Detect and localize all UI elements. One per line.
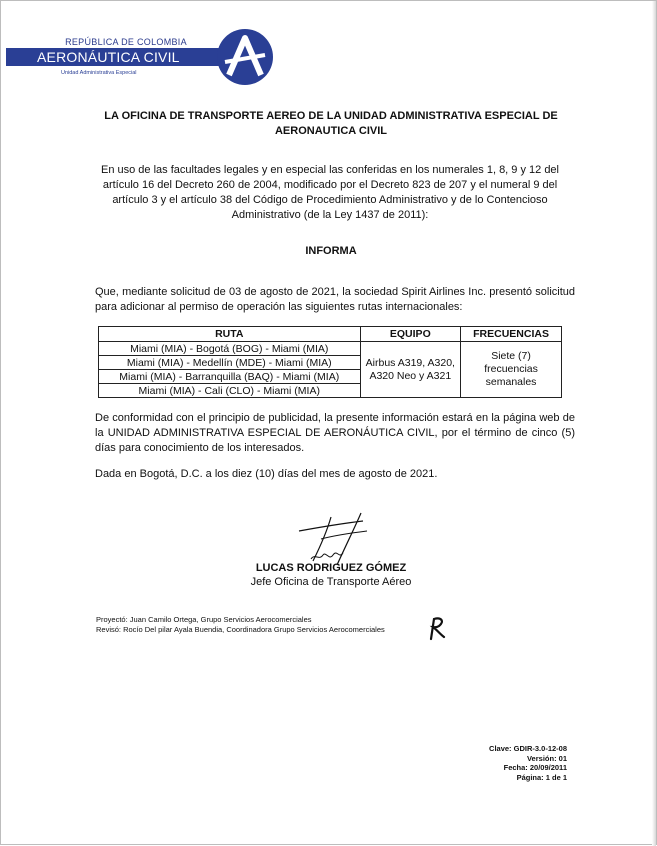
publicity-paragraph: De conformidad con el principio de publicidad, la presente información estará en la página web de la UNIDAD ADMINISTRATIVA ESPECIAL DE AERONÁUTICA CIVIL, por el término de cinco (5) días para conocimiento de los interesados.	[95, 412, 575, 454]
reviewer-initial-icon	[425, 615, 447, 641]
credits	[96, 615, 385, 634]
intro-paragraph: En uso de las facultades legales y en especial las conferidas en los numerales 1, 8, 9 y 12 del artículo 16 del Decreto 260 de 2004, modificado por el Decreto 823 de 207 y el numeral 9 del artículo 3 y el artículo 38 del Código de Procedimiento Administrativo y de lo Contencioso Administrativo (de la Ley 1437 de 2011):	[101, 164, 559, 221]
header-equipo: EQUIPO	[360, 327, 461, 342]
route-cell: Miami (MIA) - Barranquilla (BAQ) - Miami (MIA)	[99, 370, 361, 384]
route-cell: Miami (MIA) - Cali (CLO) - Miami (MIA)	[99, 384, 361, 398]
route-cell: Miami (MIA) - Medellín (MDE) - Miami (MIA)	[99, 356, 361, 370]
frecuencias-cell: Siete (7) frecuencias semanales	[461, 342, 562, 398]
meta-fecha: Fecha: 20/09/2011	[503, 763, 567, 772]
signatory-role: Jefe Oficina de Transporte Aéreo	[250, 576, 412, 588]
logo-name: AERONÁUTICA CIVIL	[37, 49, 180, 65]
routes-table	[98, 326, 562, 398]
signatory-name: LUCAS RODRIGUEZ GÓMEZ	[255, 562, 407, 574]
header-frecuencias: FRECUENCIAS	[461, 327, 562, 342]
meta-pagina: Página: 1 de 1	[516, 772, 567, 782]
equipo-cell: Airbus A319, A320, A320 Neo y A321	[360, 342, 461, 398]
informa-heading: INFORMA	[305, 245, 357, 257]
document-title: LA OFICINA DE TRANSPORTE AEREO DE LA UNIDAD ADMINISTRATIVA ESPECIAL DE AERONAUTICA CIVIL	[104, 110, 558, 137]
aerocivil-logo-icon	[216, 28, 274, 86]
logo-country: REPÚBLICA DE COLOMBIA	[65, 37, 187, 47]
table-header-row	[99, 327, 562, 342]
page-edge-shadow	[652, 1, 656, 846]
document-meta	[401, 744, 567, 782]
header-ruta: RUTA	[99, 327, 361, 342]
table-row	[99, 342, 562, 356]
meta-clave: Clave: GDIR-3.0-12-08	[489, 744, 567, 753]
logo-subtitle: Unidad Administrativa Especial	[61, 70, 137, 76]
date-paragraph: Dada en Bogotá, D.C. a los diez (10) días del mes de agosto de 2021.	[95, 468, 438, 480]
request-paragraph: Que, mediante solicitud de 03 de agosto de 2021, la sociedad Spirit Airlines Inc. presentó solicitud para adicionar al permiso de operación las siguientes rutas internacionales:	[95, 286, 575, 313]
route-cell: Miami (MIA) - Bogotá (BOG) - Miami (MIA)	[99, 342, 361, 356]
meta-version: Versión: 01	[526, 753, 567, 763]
credit-reviso: Revisó: Rocío Del pilar Ayala Buendia, Coordinadora Grupo Servicios Aerocomerciales	[96, 624, 385, 634]
credit-proyecto: Proyectó: Juan Camilo Ortega, Grupo Servicios Aerocomerciales	[96, 615, 312, 624]
